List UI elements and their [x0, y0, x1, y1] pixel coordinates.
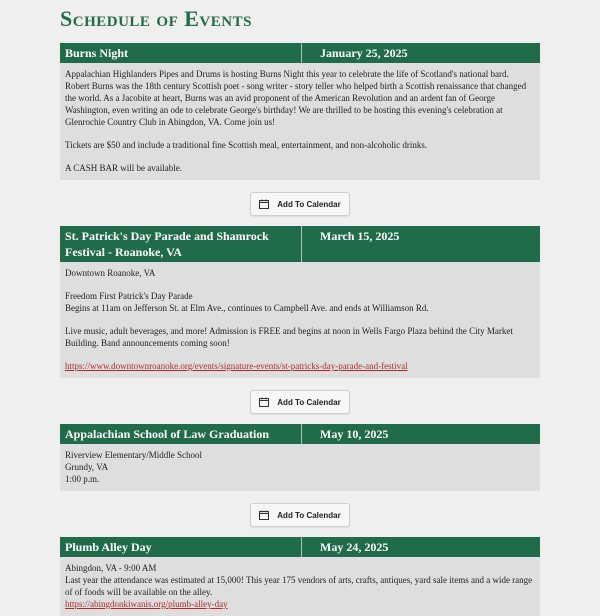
- event-detail: Freedom First Patrick's Day Parade: [65, 291, 193, 301]
- event-location: Downtown Roanoke, VA: [65, 268, 156, 278]
- calendar-icon: [259, 199, 269, 209]
- event-detail: Riverview Elementary/Middle School: [65, 450, 202, 460]
- event-link[interactable]: https://www.downtownroanoke.org/events/signature-events/st-patricks-day-parade-and-festival: [65, 361, 408, 371]
- add-to-calendar-button[interactable]: [250, 192, 349, 216]
- add-to-calendar-label: Add To Calendar: [277, 199, 341, 209]
- event-date: May 10, 2025: [320, 427, 389, 441]
- event-title: Plumb Alley Day: [60, 537, 302, 557]
- event-card: [60, 226, 540, 424]
- events-list: [60, 43, 540, 616]
- event-detail: Begins at 11am on Jefferson St. at Elm Ave., continues to Campbell Ave. and ends at Williamson Rd.: [65, 303, 429, 313]
- event-header: [60, 537, 540, 557]
- calendar-icon: [259, 510, 269, 520]
- add-to-calendar-button[interactable]: [250, 503, 349, 527]
- event-title: Appalachian School of Law Graduation: [60, 424, 302, 444]
- event-description: Live music, adult beverages, and more! Admission is FREE and begins at noon in Wells Fargo Plaza behind the City Market Building. Band announcements coming soon!: [65, 326, 513, 348]
- event-card: [60, 537, 540, 616]
- event-header: [60, 43, 540, 63]
- event-link[interactable]: https://abingdonkiwanis.org/plumb-alley-day: [65, 599, 228, 609]
- event-date: January 25, 2025: [320, 46, 408, 60]
- event-title: St. Patrick's Day Parade and Shamrock Festival - Roanoke, VA: [60, 226, 302, 262]
- event-date: May 24, 2025: [320, 540, 389, 554]
- add-to-calendar-label: Add To Calendar: [277, 397, 341, 407]
- event-header: [60, 226, 540, 262]
- event-body: [60, 557, 540, 616]
- event-card: [60, 424, 540, 537]
- event-body: [60, 262, 540, 378]
- event-header: [60, 424, 540, 444]
- event-date: March 15, 2025: [320, 229, 400, 243]
- event-detail: Abingdon, VA - 9:00 AM: [65, 563, 157, 573]
- event-description: Tickets are $50 and include a traditional fine Scottish meal, entertainment, and non-alcoholic drinks.: [65, 140, 428, 150]
- event-body: [60, 63, 540, 180]
- event-title: Burns Night: [60, 43, 302, 63]
- event-description: Appalachian Highlanders Pipes and Drums is hosting Burns Night this year to celebrate the life of Scotland's national bard. Robert Burns was the 18th century Scottish poet - song writer - story teller who helped birth a Scottish renaissance that changed the world. As a Jacobite at heart, Burns was an avid proponent of the American Revolution and an ardent fan of George Washington, even writing an ode to celebrate George's birthday! We are thrilled to be hosting this evening's celebration at Glenrochie Country Club in Abingdon, VA. Come join us!: [65, 69, 527, 127]
- event-detail: 1:00 p.m.: [65, 474, 100, 484]
- event-card: [60, 43, 540, 226]
- event-description: A CASH BAR will be available.: [65, 163, 182, 173]
- add-to-calendar-button[interactable]: [250, 390, 349, 414]
- event-detail: Grundy, VA: [65, 462, 109, 472]
- calendar-icon: [259, 397, 269, 407]
- event-description: Last year the attendance was estimated at 15,000! This year 175 vendors of arts, crafts, antiques, yard sale items and a wide range of of foods will be available on the alley.: [65, 575, 533, 597]
- event-body: [60, 444, 540, 491]
- add-to-calendar-label: Add To Calendar: [277, 510, 341, 520]
- page-title: Schedule of Events: [60, 6, 252, 31]
